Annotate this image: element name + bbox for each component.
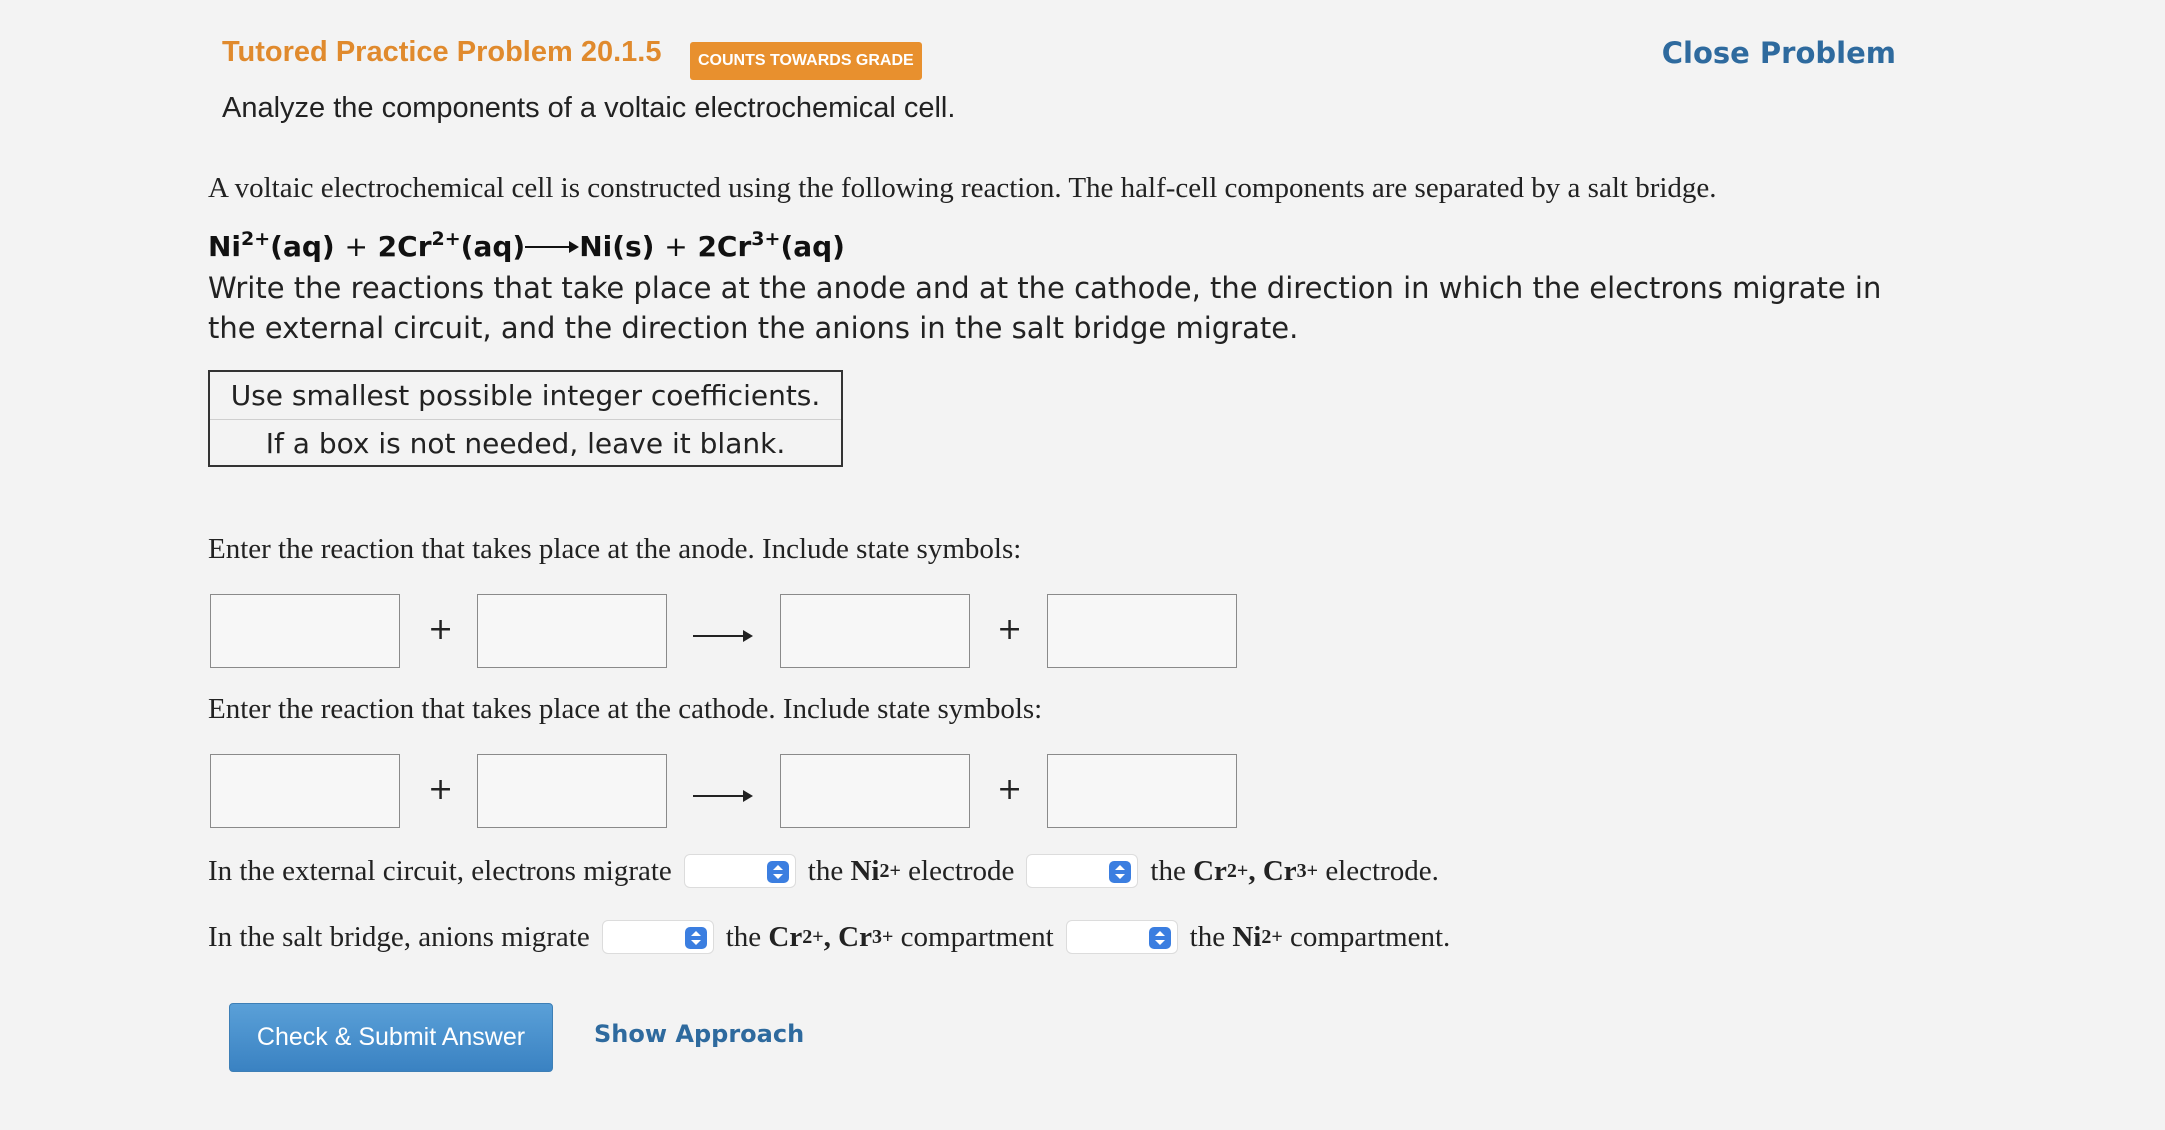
select-updown-icon xyxy=(1149,927,1171,949)
reactant-2-state: (aq) xyxy=(460,230,526,263)
right-arrow-icon xyxy=(693,635,751,637)
check-submit-answer-button[interactable]: Check & Submit Answer xyxy=(229,1003,553,1072)
cr-ion-charge: 2+ xyxy=(802,926,824,948)
compartment-word: compartment xyxy=(900,920,1054,953)
cathode-reactant-1-input[interactable] xyxy=(210,754,400,828)
anion-direction-select-1[interactable] xyxy=(602,920,714,954)
problem-header xyxy=(222,36,1922,86)
cr-ion-label: Cr xyxy=(1193,854,1227,887)
plus-sign: + xyxy=(997,772,1023,807)
electrode-word: electrode. xyxy=(1325,854,1439,887)
plus-sign: + xyxy=(428,772,454,807)
cathode-product-2-input[interactable] xyxy=(1047,754,1237,828)
product-2: 2Cr xyxy=(697,230,752,263)
close-problem-link[interactable]: Close Problem xyxy=(1661,36,1896,70)
cr-ion-label: Cr xyxy=(838,920,872,953)
cr-ion-charge: 3+ xyxy=(871,926,894,948)
anode-reactant-1-input[interactable] xyxy=(210,594,400,668)
cr-ion-charge: 2+ xyxy=(1226,860,1249,882)
electron-migration-line xyxy=(208,849,1439,893)
reactant-1-charge: 2+ xyxy=(241,228,271,250)
problem-title: Tutored Practice Problem 20.1.5 xyxy=(222,36,662,68)
show-approach-link[interactable]: Show Approach xyxy=(594,1020,805,1048)
reactant-2: 2Cr xyxy=(377,230,432,263)
word-the: the xyxy=(1150,854,1186,887)
plus-sign: + xyxy=(428,612,454,647)
reactant-1: Ni xyxy=(208,230,242,263)
word-the: the xyxy=(725,920,762,953)
counts-towards-grade-badge: COUNTS TOWARDS GRADE xyxy=(690,42,922,80)
equation-plus: + xyxy=(664,230,688,263)
electron-direction-select-1[interactable] xyxy=(684,854,796,888)
cr-ion-label: Cr xyxy=(1262,854,1297,887)
problem-subtitle: Analyze the components of a voltaic electrochemical cell. xyxy=(222,92,956,124)
plus-sign: + xyxy=(997,612,1023,647)
anode-reactant-2-input[interactable] xyxy=(477,594,667,668)
rule-integer-coefficients: Use smallest possible integer coefficients. xyxy=(230,379,821,412)
compartment-word: compartment. xyxy=(1290,920,1451,953)
product-2-state: (aq) xyxy=(780,230,845,263)
cr-ion-label: Cr xyxy=(768,920,803,953)
product-1: Ni(s) xyxy=(579,230,655,263)
comma: , xyxy=(823,920,831,953)
electrode-word: electrode xyxy=(908,854,1015,887)
cathode-reactant-2-input[interactable] xyxy=(477,754,667,828)
select-updown-icon xyxy=(767,861,789,883)
anion-migration-line xyxy=(208,915,1450,959)
reactant-2-charge: 2+ xyxy=(431,228,461,250)
right-arrow-icon xyxy=(693,795,751,797)
cathode-reaction-row xyxy=(210,754,1250,828)
answer-rules-box xyxy=(208,370,843,467)
reaction-arrow-icon xyxy=(525,246,577,248)
word-the: the xyxy=(1189,920,1226,953)
problem-instructions: Write the reactions that take place at the anode and at the cathode, the direction in which the electrons migrate in the external circuit, and the direction the anions in the salt bridge migrate. xyxy=(208,271,1882,345)
select-updown-icon xyxy=(685,927,707,949)
anode-prompt: Enter the reaction that takes place at the anode. Include state symbols: xyxy=(208,533,1022,565)
problem-intro: A voltaic electrochemical cell is constructed using the following reaction. The half-cell components are separated by a salt bridge. xyxy=(208,172,1717,204)
ni-ion-label: Ni xyxy=(1232,920,1262,953)
comma: , xyxy=(1248,854,1256,887)
anion-migration-lead: In the salt bridge, anions migrate xyxy=(208,920,590,953)
ni-ion-charge: 2+ xyxy=(1261,926,1283,948)
select-updown-icon xyxy=(1109,861,1131,883)
anion-direction-select-2[interactable] xyxy=(1066,920,1178,954)
anode-product-2-input[interactable] xyxy=(1047,594,1237,668)
cathode-prompt: Enter the reaction that takes place at the cathode. Include state symbols: xyxy=(208,693,1043,725)
electron-direction-select-2[interactable] xyxy=(1026,854,1138,888)
reactant-1-state: (aq) xyxy=(270,230,335,263)
overall-reaction-equation xyxy=(208,228,845,263)
equation-plus: + xyxy=(344,230,368,263)
electron-migration-lead: In the external circuit, electrons migrate xyxy=(208,854,672,887)
product-2-charge: 3+ xyxy=(751,228,781,250)
ni-ion-charge: 2+ xyxy=(879,860,901,882)
word-the: the xyxy=(807,854,844,887)
cathode-product-1-input[interactable] xyxy=(780,754,970,828)
anode-product-1-input[interactable] xyxy=(780,594,970,668)
cr-ion-charge: 3+ xyxy=(1296,860,1319,882)
ni-ion-label: Ni xyxy=(850,854,880,887)
rule-leave-blank: If a box is not needed, leave it blank. xyxy=(210,419,841,466)
anode-reaction-row xyxy=(210,594,1250,668)
